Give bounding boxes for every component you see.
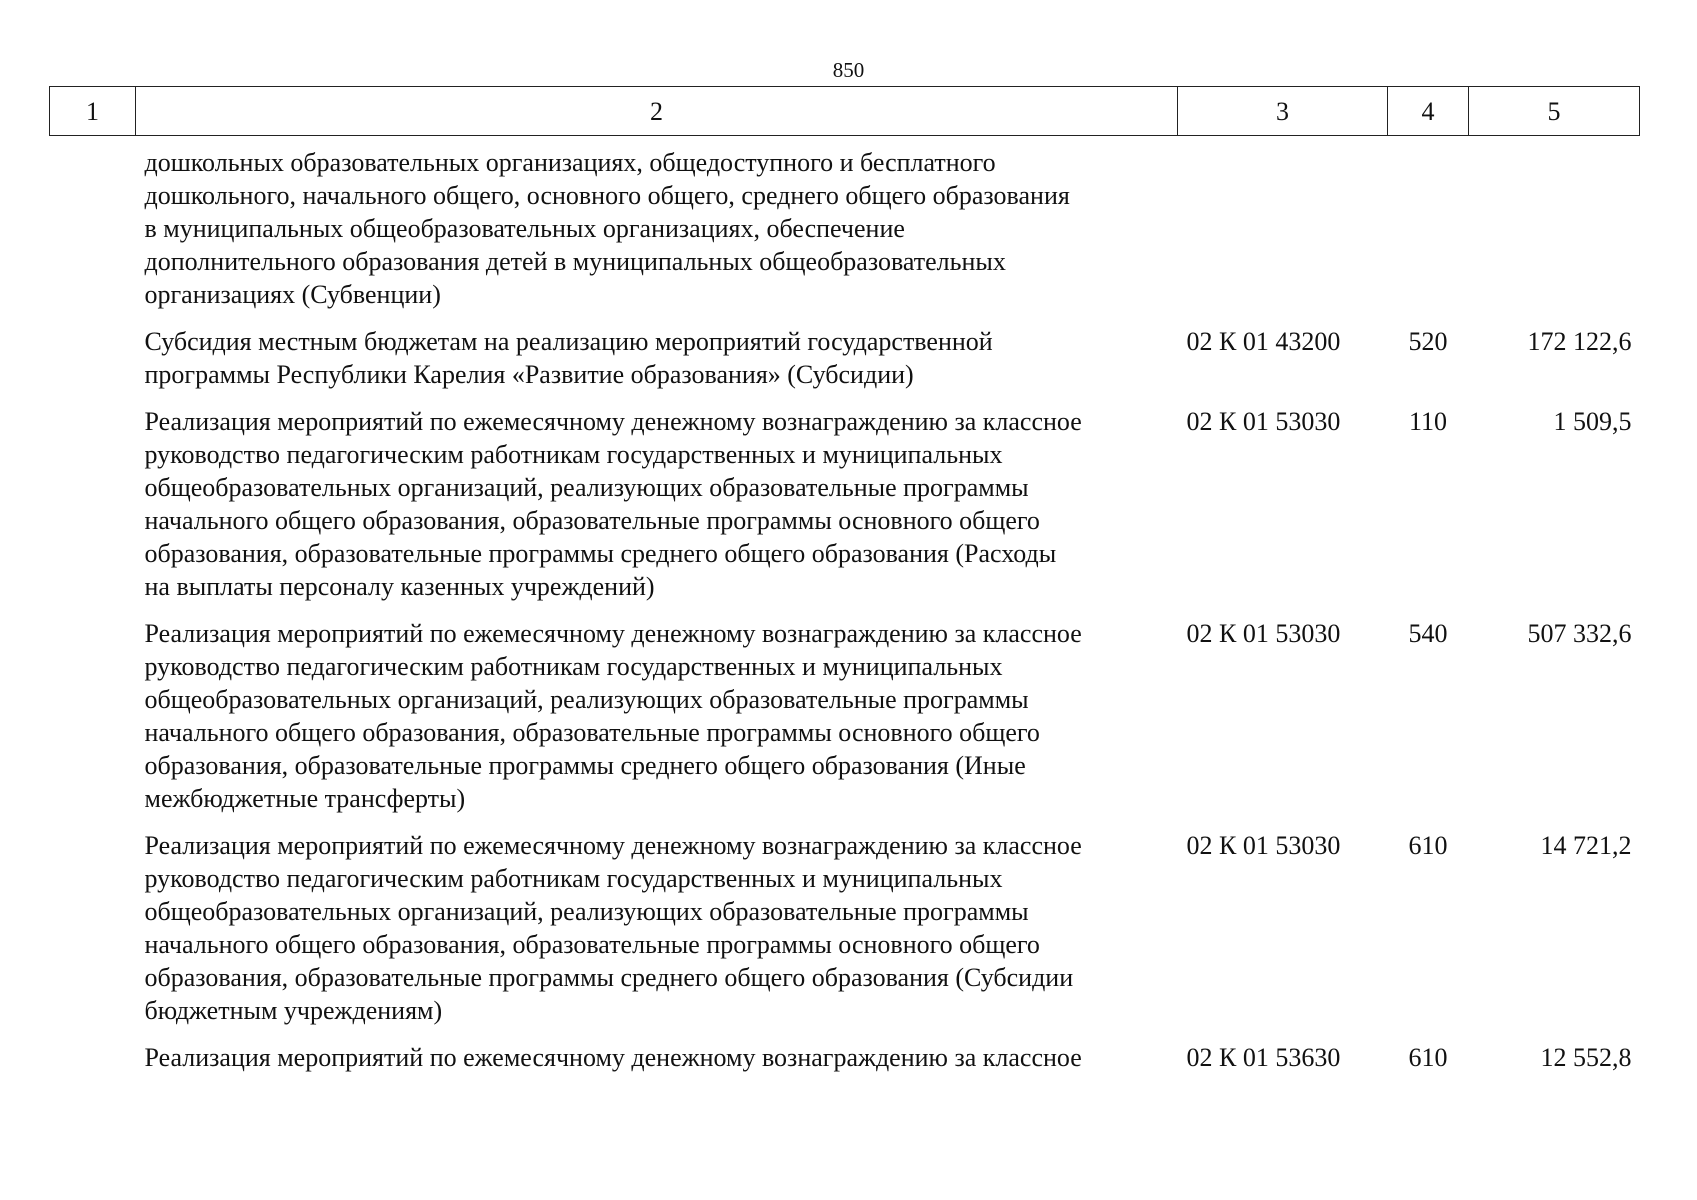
description-line: бюджетным учреждениям) [144, 996, 443, 1025]
row-expense-type: 610 [1408, 1043, 1448, 1072]
description-line: руководство педагогическим работникам государственных и муниципальных [144, 440, 1003, 469]
page-number: 850 [832, 58, 865, 82]
row-amount: 172 122,6 [1527, 327, 1632, 356]
row-number-cell [50, 829, 136, 1041]
row-expense-type: 520 [1408, 327, 1448, 356]
header-col-3: 3 [1178, 87, 1388, 136]
description-line: общеобразовательных организаций, реализующих образовательные программы [144, 897, 1029, 926]
description-line: общеобразовательных организаций, реализующих образовательные программы [144, 685, 1029, 714]
description-line: начального общего образования, образовательные программы основного общего [144, 930, 1040, 959]
row-description [136, 405, 1178, 617]
header-col-1: 1 [50, 87, 136, 136]
description-line: дошкольного, начального общего, основного общего, среднего общего образования [144, 181, 1070, 210]
table-body [50, 136, 1640, 1089]
description-line: Реализация мероприятий по ежемесячному денежному вознаграждению за классное [144, 831, 1082, 860]
row-target-code: 02 К 01 53030 [1186, 407, 1341, 436]
description-line: на выплаты персоналу казенных учреждений) [144, 572, 655, 601]
description-line: Субсидия местным бюджетам на реализацию мероприятий государственной [144, 327, 993, 356]
table-row [50, 405, 1640, 617]
row-amount: 12 552,8 [1540, 1043, 1632, 1072]
row-description [136, 136, 1178, 326]
description-line: общеобразовательных организаций, реализующих образовательные программы [144, 473, 1029, 502]
row-amount [1469, 136, 1640, 326]
description-line: образования, образовательные программы среднего общего образования (Иные [144, 751, 1026, 780]
row-expense-type: 110 [1408, 407, 1448, 436]
row-number-cell [50, 1041, 136, 1088]
description-line: образования, образовательные программы среднего общего образования (Расходы [144, 539, 1057, 568]
row-description [136, 829, 1178, 1041]
row-amount: 507 332,6 [1527, 619, 1632, 648]
table-row [50, 829, 1640, 1041]
description-line: Реализация мероприятий по ежемесячному денежному вознаграждению за классное [144, 1043, 1082, 1072]
row-number-cell [50, 617, 136, 829]
description-line: программы Республики Карелия «Развитие образования» (Субсидии) [144, 360, 914, 389]
budget-table [49, 86, 1640, 1088]
row-number-cell [50, 136, 136, 326]
header-col-2: 2 [136, 87, 1178, 136]
row-target-code [1178, 136, 1388, 326]
row-description [136, 1041, 1178, 1088]
table-row [50, 617, 1640, 829]
description-line: образования, образовательные программы среднего общего образования (Субсидии [144, 963, 1074, 992]
header-col-4: 4 [1388, 87, 1469, 136]
row-expense-type [1388, 136, 1469, 326]
header-row [50, 87, 1640, 136]
row-description [136, 617, 1178, 829]
description-line: в муниципальных общеобразовательных организациях, обеспечение [144, 214, 905, 243]
header-col-5: 5 [1469, 87, 1640, 136]
description-line: начального общего образования, образовательные программы основного общего [144, 506, 1040, 535]
row-description [136, 325, 1178, 405]
description-line: дошкольных образовательных организациях, общедоступного и бесплатного [144, 148, 996, 177]
description-line: Реализация мероприятий по ежемесячному денежному вознаграждению за классное [144, 619, 1082, 648]
row-expense-type: 610 [1408, 831, 1448, 860]
row-number-cell [50, 325, 136, 405]
description-line: руководство педагогическим работникам государственных и муниципальных [144, 864, 1003, 893]
description-line: межбюджетные трансферты) [144, 784, 466, 813]
description-line: организациях (Субвенции) [144, 280, 441, 309]
table-row [50, 1041, 1640, 1088]
table-row [50, 325, 1640, 405]
table-row [50, 136, 1640, 326]
row-target-code: 02 К 01 53030 [1186, 831, 1341, 860]
description-line: начального общего образования, образовательные программы основного общего [144, 718, 1040, 747]
row-target-code: 02 К 01 53030 [1186, 619, 1341, 648]
row-number-cell [50, 405, 136, 617]
row-target-code: 02 К 01 43200 [1186, 327, 1341, 356]
description-line: дополнительного образования детей в муниципальных общеобразовательных [144, 247, 1006, 276]
description-line: Реализация мероприятий по ежемесячному денежному вознаграждению за классное [144, 407, 1082, 436]
row-target-code: 02 К 01 53630 [1186, 1043, 1341, 1072]
description-line: руководство педагогическим работникам государственных и муниципальных [144, 652, 1003, 681]
row-amount: 14 721,2 [1540, 831, 1632, 860]
row-amount: 1 509,5 [1553, 407, 1632, 436]
row-expense-type: 540 [1408, 619, 1448, 648]
